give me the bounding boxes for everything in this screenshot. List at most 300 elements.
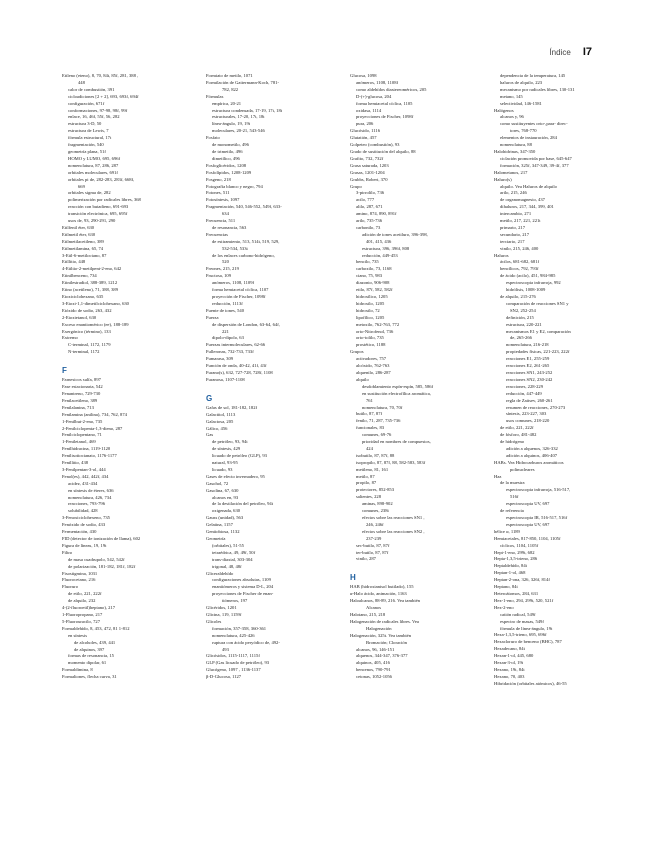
index-subentry: protectores, 852-853 (356, 487, 395, 493)
index-entry: Etinilestradiol, 388-389, 1212 (62, 280, 118, 286)
index-entry: Haloalcanos, 88-89, 216. Vea también (350, 598, 420, 604)
index-entry: Formaliones, flecha curva, 31 (62, 674, 117, 680)
index-subentry: de fósforo, 481-482 (500, 432, 537, 438)
index-entry: Etilmetil éter, 630 (62, 231, 96, 237)
index-subentry: prostético, 1188 (356, 342, 386, 348)
index-subentry: secundario, 217 (500, 231, 530, 237)
index-subentry: moleculares, 20-21, 543-546 (212, 128, 265, 134)
index-subentry: alcanos, 96, 146-151 (356, 646, 395, 652)
index-subentry: 401, 415, 436 (366, 238, 392, 244)
index-subentry: cicloadiciones [2 + 2], 693, 693f, 694f (68, 93, 139, 99)
index-subentry: de los enlaces carbono-hidrógeno, (212, 252, 275, 258)
index-subentry: reducción, 449-453 (362, 252, 398, 258)
index-subentry: de resonancia, 563 (212, 224, 247, 230)
index-entry: Haluro(s) (494, 176, 512, 182)
index-subentry: metilo, 87 (356, 473, 375, 479)
index-entry: 1-Fenilbut-2-eno, 735 (62, 418, 103, 424)
index-subentry: calor de combustión, 391 (68, 86, 115, 92)
index-subentry: primario, 217 (500, 224, 526, 230)
index-subentry: espectroscopia UV, 697 (506, 501, 550, 507)
index-subentry: efectos sobre las reacciones SN2 , (362, 528, 425, 534)
index-entry: 2-Fenilciclopenta-1,3-dieno, 287 (62, 425, 123, 431)
index-entry: Grubbs, Robert, 370 (350, 176, 388, 182)
index-entry: Haz (494, 473, 502, 479)
index-subentry: forma hemiacetal cíclica, 1105 (356, 100, 413, 106)
index-entry: Gafas de sol, 181-182, 182f (206, 404, 258, 410)
index-subentry: configuración, 671f (68, 100, 105, 106)
index-entry: Freones, 215, 219 (206, 266, 239, 272)
index-subentry: definición, 215 (506, 314, 534, 320)
index-subentry: reacción con butadieno, 691-693 (68, 204, 129, 210)
index-entry: Galactosa, 205 (206, 418, 234, 424)
index-subentry: espectro de masas, 549f (500, 618, 544, 624)
index-subentry: polinucleares (510, 466, 535, 472)
index-entry: Fenilacetileno, 389 (62, 397, 98, 403)
index-entry: Fenantreno, 729-730 (62, 390, 101, 396)
index-entry: 3-Etoxi-1,1-dimetilciclohexano, 630 (62, 300, 129, 306)
index-entry: Heptan-1-ol, 468 (494, 570, 526, 576)
index-subentry: usos de, 93, 290-291, 290 (68, 218, 116, 224)
index-subentry: SN2, 252-254 (510, 307, 536, 313)
index-entry: Halogenación, 325t. Vea también (350, 632, 412, 638)
index-subentry: de la destilación del petróleo, 94t (212, 501, 273, 507)
index-subentry: butilo, 87, 87f (356, 411, 383, 417)
index-subentry: de etilo, 221, 222f (68, 591, 102, 597)
index-entry: 3-Etil-6-metiloctano, 87 (62, 252, 107, 258)
index-entry: Glicéridos, 1201 (206, 605, 237, 611)
index-subentry: línea-ángulo, 19, 19t (212, 121, 251, 127)
index-entry: Hexan-1-ol, 445, 680 (494, 653, 534, 659)
index-entry: Fenilhidracina, 1119-1120 (62, 446, 111, 452)
index-subentry: trigonal, 48, 48f (212, 563, 242, 569)
index-subentry: 493 (222, 646, 229, 652)
index-subentry: nomenclatura, 88 (500, 142, 532, 148)
index-subentry: Alcanos (366, 605, 382, 611)
index-subentry: estructura, 396, 396f, 808 (362, 245, 410, 251)
index-entry: Fluorocetano, 216 (62, 577, 96, 583)
index-entry: Fluoruro (62, 584, 79, 590)
index-subentry: activadores, 757 (356, 356, 387, 362)
index-subentry: en síntesis (68, 632, 88, 638)
index-subentry: de monometilo, 496 (212, 142, 249, 148)
index-subentry: estructura 3-D, 50 (68, 121, 102, 127)
index-entry: Etoxiciclohexano, 635 (62, 294, 104, 299)
index-subentry: catión radical, 549f (500, 611, 536, 617)
index-entry: Etinilbenceno, 734 (62, 273, 97, 279)
index-subentry: funcionales, 83 (356, 425, 385, 431)
index-subentry: reacciones, 793-796 (68, 501, 105, 507)
index-subentry: nomenclatura, 426, 734 (68, 494, 112, 500)
index-column-2 (206, 73, 342, 681)
index-subentry: en síntesis de éteres, 636 (68, 487, 114, 493)
index-subentry: alquinos, 405, 416 (356, 660, 390, 666)
index-subentry: efectos sobre las reacciones SN1 , (362, 515, 425, 520)
index-subentry: anómeros, 1108, 1109f (212, 280, 255, 286)
index-subentry: reacciones SN1, 243-252 (506, 369, 553, 375)
index-subentry: metano, 145 (500, 93, 523, 99)
index-entry: Grasas, 1201-1204 (350, 169, 385, 175)
index-entry: Etilmetilacetileno, 389 (62, 238, 104, 244)
index-subentry: de alquilo, 215-276 (500, 294, 536, 299)
index-entry: 5-Fluorouracilo, 727 (62, 618, 101, 624)
index-column-4 (494, 73, 630, 688)
index-subentry: proyecciones de Fischer de enan- (212, 591, 274, 597)
index-entry: Heptan-2-ona, 326, 326f, 814f (494, 577, 550, 583)
index-subentry: de organomagnesio, 437 (500, 197, 545, 203)
index-subentry: orto-tolilo, 735 (356, 335, 384, 341)
index-entry: Etileno (eteno), 8, 70, 84t, 85f, 281, 388 , (62, 73, 139, 78)
index-entry: Geometría (206, 536, 226, 541)
index-entry: Gas (206, 432, 214, 438)
index-subentry: de estiramiento, 513, 514t, 519, 529, (212, 238, 280, 244)
index-subentry: metilo, 217, 221, 221t (500, 218, 541, 224)
index-subentry: síntesis, 223-227, 303 (506, 411, 547, 417)
index-entry: Glucósido, 1116 (350, 128, 381, 134)
index-subentry: oxidasa, 1114 (356, 107, 382, 113)
index-entry: Fenilalanina, 713 (62, 404, 94, 410)
index-subentry: reacciones E1, 255-259 (506, 356, 550, 362)
index-subentry: espectroscopia UV, 697 (506, 521, 550, 527)
index-entry: Grado de sustitución del alquilo, 88 (350, 148, 416, 154)
index-subentry: ácilos, 681-682, 681f (500, 259, 540, 265)
index-subentry: hidroxilo, 1205 (356, 300, 385, 306)
index-entry: Halogenación de radicales libres. Vea (350, 618, 419, 624)
index-subentry: de trimetilo, 496 (212, 148, 243, 154)
index-entry: 1-Feniletanol, 469 (62, 439, 96, 445)
index-entry: Golpeteo (combustión), 93 (350, 142, 400, 148)
index-entry: 4-Etiltio-2-metilpent-2-eno, 642 (62, 266, 122, 272)
index-entry: Fenillitio, 438 (62, 460, 89, 466)
index-entry: Fosfoglicéridos, 1208 (206, 162, 247, 168)
index-subentry: licuado de petróleo (GLP), 93 (212, 453, 267, 459)
index-subentry: isopropilo, 87, 87f, 88, 582-583, 583f (356, 459, 426, 465)
index-subentry: configuraciones absolutas, 1109 (212, 577, 271, 583)
index-entry: Grupos (350, 349, 364, 355)
index-entry: Fermentación, 430 (62, 529, 97, 535)
index-entry: Heptano, 84t (494, 584, 518, 590)
index-subentry: estructura condensada, 17-19, 17t, 18t (212, 107, 283, 113)
index-entry: Fosgeno, 218 (206, 176, 231, 182)
index-entry: Fosfolípidos, 1208-1209 (206, 169, 252, 175)
index-entry: Grasa saturada, 1203 (350, 162, 389, 168)
index-entry: Frecuencia, 511 (206, 218, 236, 224)
index-subentry: arilo, 215, 246 (500, 190, 527, 196)
index-subentry: alcanos en, 93 (212, 494, 239, 500)
index-subentry: bencenos, 790-791 (356, 667, 391, 673)
index-subentry: vinilo, 287 (356, 556, 376, 562)
index-subentry: ter-butilo, 87, 87f (356, 549, 389, 555)
index-subentry: 761 (366, 397, 373, 403)
index-subentry: intercambio, 271 (500, 211, 532, 217)
index-entry: Hexadecano, 84t (494, 646, 525, 652)
index-entry: Fenilamina (anilina), 734, 762, 874 (62, 411, 127, 417)
index-entry: Heptaldehído, 84t (494, 563, 527, 569)
index-entry: Fenilisotiocianato, 1176-1177 (62, 453, 117, 459)
index-entry: Heteroátomos, 284, 631 (494, 590, 539, 596)
index-subentry: propiedades físicas, 221-223, 222f (506, 349, 570, 355)
index-entry: Formaldimina, 8 (62, 667, 93, 673)
index-entry: Fructosa, 109 (206, 273, 232, 279)
index-subentry: espectroscopia IR, 516-517, 516f (506, 515, 568, 520)
index-subentry: alquilo. Vea Haluros de alquilo (500, 183, 557, 189)
index-entry: Halohidrinas, 347-350 (494, 148, 536, 154)
index-subentry: metileno, 81, 161 (356, 466, 389, 472)
index-subentry: alquilo (356, 376, 369, 382)
index-subentry: 520 (222, 259, 229, 265)
index-subentry: licuado, 93 (212, 466, 233, 472)
index-subentry: 448 (78, 79, 85, 85)
index-subentry: pura, 206 (356, 121, 374, 127)
index-subentry: de la muestra (500, 480, 525, 486)
index-entry: Furano(s), 632, 727-728, 728f, 1108 (206, 369, 273, 375)
index-subentry: elementos de instauración, 284 (500, 135, 557, 141)
index-subentry: de síntesis, 429 (212, 446, 241, 452)
index-subentry: empírica, 20-21 (212, 100, 242, 106)
index-subentry: espectroscopia infrarroja, 516-517, (506, 487, 571, 493)
index-subentry: sec-butilo, 87, 87f (356, 542, 390, 548)
index-entry: Haluros (494, 252, 509, 258)
index-subentry: 516f (510, 494, 519, 500)
index-entry: Formaldehído, 8, 453, 472, 81 1-812 (62, 625, 130, 631)
index-subentry: anómeros, 1108, 1108f (356, 79, 399, 85)
index-entry: Fase estacionaria, 542 (62, 384, 103, 390)
index-subentry: de alquilo, 232 (68, 598, 96, 604)
index-entry: Hexa-1,3,5-trieno, 695, 696f (494, 632, 547, 638)
index-entry: Gelatina, 1157 (206, 522, 233, 528)
index-subentry: reacciones, 228-229 (506, 383, 543, 389)
index-subentry: ciclación promovida por base, 645-647 (500, 155, 572, 161)
index-subentry: dihaluros, 217, 344, 399, 401 (500, 204, 554, 210)
index-entry: Función de onda, 40-42, 41f, 43f (206, 363, 267, 369)
index-subentry: enantiómeros y sistema D-L, 204 (212, 584, 274, 590)
index-subentry: resumen de reacciones, 270-273 (506, 404, 566, 410)
index-entry: Fosfato (206, 135, 220, 141)
section-title: Índice (549, 48, 571, 57)
index-subentry: adición a alquenos, 326-332 (506, 445, 558, 451)
index-subentry: alcóxido, 762-763 (356, 363, 390, 369)
index-entry: α-Halo ácido, animación, 1163 (350, 591, 407, 597)
index-entry: Fenol(es), 442, 442f, 434 (62, 473, 109, 479)
index-subentry: aminas, 898-902 (362, 501, 393, 507)
index-subentry: regla de Zaitsev, 260-261 (506, 397, 553, 403)
index-entry: Hexano, 19t, 84t (494, 666, 525, 672)
index-subentry: carboxilo, 73, 1168 (356, 266, 392, 272)
index-entry: Etino (acetileno), 71, 388, 389 (62, 287, 119, 293)
index-subentry: bencilo, 735 (356, 259, 379, 265)
index-subentry: 237-239 (366, 535, 382, 541)
index-subentry: comunes, 69-76 (362, 432, 392, 438)
index-entry: Gasolina, 67, 630 (206, 487, 239, 493)
index-column-3 (350, 73, 486, 681)
index-entry: Hept-1-eno, 299t, 682 (494, 549, 535, 555)
index-subentry: de ácido (acilo), 451, 984-985 (500, 273, 556, 279)
index-subentry: metoxilo, 762-763, 772 (356, 321, 400, 327)
index-subentry: proyección de Fischer, 1098f (212, 294, 266, 299)
index-subentry: hidroxilo, 72 (356, 307, 380, 313)
index-subentry: N-terminal, 1172 (68, 349, 100, 355)
index-subentry: como aldehídos diastereoméricos, 205 (356, 86, 427, 92)
index-entry: Fórmulas (206, 93, 224, 99)
index-entry: HAB (hidroxianisol butilado), 155 (350, 584, 414, 590)
index-subentry: propilo, 87 (356, 480, 377, 486)
index-subentry: prioridad en nombres de compuestos, (362, 439, 431, 445)
index-subentry: reacciones E2, 261-265 (506, 363, 550, 369)
index-subentry: alquenilo, 286-287 (356, 369, 391, 375)
index-subentry: fórmula estructural, 17t (68, 135, 112, 141)
index-subentry: selectividad, 146-1581 (500, 100, 542, 106)
index-entry: Farnesicos sulfa, 897 (62, 377, 101, 383)
index-subentry: amino, 874, 890, 891f (356, 211, 397, 217)
index-entry: Glutatión, 457 (350, 135, 377, 141)
index-subentry: acilo, 777 (356, 197, 375, 203)
index-entry: Hex-2-eno (494, 604, 514, 610)
index-entry: Gliceraldehído (206, 570, 234, 576)
index-subentry: lipofílico, 1205 (356, 314, 385, 320)
index-subentry: terciario, 217 (500, 238, 525, 244)
index-subentry: de masa cuadrupolo, 542, 542f (68, 556, 125, 562)
index-entry: Gálico, 456 (206, 425, 228, 431)
index-entry: Hepta-1,3,5-trieno, 286 (494, 556, 538, 562)
index-entry: Hexano, 70, 403 (494, 673, 525, 679)
index-subentry: tetraédrica, 49, 49f, 50f (212, 549, 256, 555)
index-subentry: transición electrónica, 695, 695f (68, 211, 128, 217)
index-subentry: de referencia (500, 508, 524, 514)
index-entry: Fumarasa, 309 (206, 356, 234, 362)
index-entry: Gauss (unidad), 563 (206, 515, 244, 521)
index-entry: 4-(2-fluoroetil)heptano), 217 (62, 605, 116, 611)
index-entry: Glicina, 119, 1159f (206, 611, 242, 617)
index-entry: Formilación de Gattermann-Koch, 781- (206, 79, 279, 85)
index-entry: Hexaclorurо de benceno (BHC), 787 (494, 639, 562, 645)
index-subentry: de petróleo, 93, 94t (212, 439, 248, 445)
index-subentry: forma hemiacetal cíclica, 1107 (212, 287, 269, 293)
index-subentry: polimerización por radicales libres, 368 (68, 197, 141, 203)
index-subentry: isobutilo, 87, 87f, 88 (356, 452, 395, 458)
index-entry: Gentiobiosa, 1132 (206, 529, 240, 535)
index-entry: Gasohol, 72 (206, 480, 229, 486)
index-entry: Fotografía blanco y negro, 794 (206, 183, 263, 189)
index-subentry: de dispersión de London, 63-64, 64f, (212, 321, 280, 327)
index-subentry: natural, 93-95 (212, 460, 238, 466)
index-entry: Formiato de metilo, 1071 (206, 73, 253, 78)
index-entry: 1-Fluoropropano, 217 (62, 611, 103, 617)
index-subentry: etilo, 87f, 582, 582f (356, 287, 393, 293)
index-entry: Hex-1-eno, 294, 299t, 520, 521f (494, 597, 554, 603)
index-subentry: 246, 246f (366, 521, 384, 527)
index-entry: Exceso enantiomérico (ee), 188-189 (62, 321, 129, 327)
index-entry: hélice α, 1189 (494, 528, 520, 534)
index-entry: Fenóxido de sodio, 433 (62, 522, 106, 528)
index-entry: Etillitio, 448 (62, 259, 86, 265)
index-subentry: nomenclatura, 216-218 (506, 342, 549, 348)
index-entry: Figura de líneas, 19, 19t (62, 542, 107, 548)
index-subentry: orto-Nitrofenol, 736 (356, 328, 394, 334)
index-subentry: de polarización, 181-182, 181f, 182f (68, 563, 136, 569)
section-letter: G (206, 393, 213, 403)
index-subentry: de hidrógeno (500, 439, 525, 445)
index-subentry: de alcoholes, 439, 441 (74, 639, 116, 645)
index-subentry: comparación de reacciones SN1 y (506, 300, 569, 306)
index-entry: Filtro (62, 549, 73, 555)
index-subentry: salientes, 228 (356, 494, 382, 500)
index-subentry: 782, 822 (222, 86, 239, 92)
index-subentry: 424 (366, 445, 373, 451)
index-subentry: como sustituyentes orto-,para- direc- (500, 121, 568, 127)
index-subentry: ruptura con ácido peryódico de, 492- (212, 639, 280, 645)
index-subentry: adición a alquinos, 406-407 (506, 452, 558, 458)
index-subentry: estructurales, 17-20, 17t, 18t (212, 114, 265, 120)
index-subentry: fórmula de línea-ángulo, 19t (500, 625, 553, 631)
index-entry: Glucosa, 1098 (350, 73, 377, 78)
index-subentry: geometría plana, 51f (68, 148, 106, 154)
index-subentry: fenilo, 71, 287, 735-736 (356, 418, 401, 424)
index-entry: β-D-Glucosa, 1127 (206, 674, 242, 680)
index-subentry: HOMO y LUMO, 695, 696f (68, 155, 121, 161)
index-entry: Fenilciclopentano, 71 (62, 432, 102, 438)
index-entry: Frecuencias (206, 231, 228, 237)
index-entry: Fragmentación, 540, 546-552, 549f, 633- (206, 204, 282, 210)
index-subentry: enlace, 16, 46f, 55f, 56, 282 (68, 114, 120, 120)
index-subentry: C-terminal, 1172, 1179 (68, 342, 111, 348)
index-subentry: 3-pirrolilo, 736 (356, 190, 385, 196)
index-subentry: vinilo, 215, 246, 400 (500, 245, 539, 251)
index-subentry: orbitales moleculares, 691f (68, 169, 118, 175)
index-entry: Hibridación (orbitales atómicos), 46-55 (494, 680, 567, 686)
index-entry: Etóxido de sodio, 263, 432 (62, 307, 112, 313)
index-entry: Glicoles (206, 618, 222, 624)
index-subentry: dimetílico, 496 (212, 155, 240, 161)
index-subentry: trans-diaxial, 303-304 (212, 556, 253, 562)
index-subentry: alquenos, 344-347, 376-377 (356, 653, 408, 659)
index-subentry: Bromación; Cloración (366, 639, 407, 645)
index-entry: Glucógeno, 1097 , 1136-1137 (206, 667, 261, 673)
index-entry: Fotosíntesis, 1097 (206, 197, 240, 203)
index-subentry: hidrólisis, 1008-1009 (506, 287, 546, 293)
index-entry: Gases de efecto invernadero, 95 (206, 473, 265, 479)
index-subentry: reducción, 1113f (212, 300, 243, 306)
index-subentry: tores, 768-770 (510, 128, 537, 134)
index-subentry: diazonio, 906-908 (356, 280, 390, 286)
index-subentry: alilo, 287, 671 (356, 204, 383, 210)
index-subentry: carbonilo, 73 (356, 224, 381, 230)
index-subentry: fragmentación, 540 (68, 142, 104, 148)
index-entry: Fotones, 511 (206, 190, 230, 196)
index-entry: Galactitol, 1113 (206, 411, 236, 417)
index-subentry: orbitales sigma de, 282 (68, 190, 111, 196)
index-subentry: conformaciones, 97-98, 98f, 99f (68, 107, 128, 113)
index-subentry: hidroxílico, 1205 (356, 294, 388, 299)
index-subentry: bencílicos, 792, 793f (500, 266, 539, 272)
page-number: I7 (582, 46, 592, 58)
section-letter: F (62, 366, 67, 376)
index-entry: Grafito, 732, 732f (350, 155, 384, 161)
index-subentry: de alquinos, 397 (74, 646, 105, 652)
index-entry: Halometanos, 217 (494, 169, 528, 175)
index-subentry: oxigenada, 630 (212, 508, 241, 514)
index-entry: Halógenos (494, 107, 514, 113)
index-subentry: cetonas, 1052-1056 (356, 674, 392, 680)
index-subentry: reducción, 447-449 (506, 390, 542, 396)
index-subentry: ciano, 75, 983 (356, 273, 383, 279)
index-subentry: proyecciones de Fischer, 1098f (356, 114, 414, 120)
index-subentry: acidez, 431-434 (68, 480, 98, 486)
index-subentry: 532-534, 533t (222, 245, 248, 251)
index-subentry: formas de resonancia, 15 (68, 653, 114, 659)
index-subentry: alcanos y, 96 (500, 114, 524, 120)
index-subentry: cíclicos, 1104, 1105f (500, 542, 539, 548)
index-entry: Fulleronas, 732-733, 733f (206, 349, 254, 355)
index-subentry: formación, 357-358, 360-361 (212, 625, 267, 631)
